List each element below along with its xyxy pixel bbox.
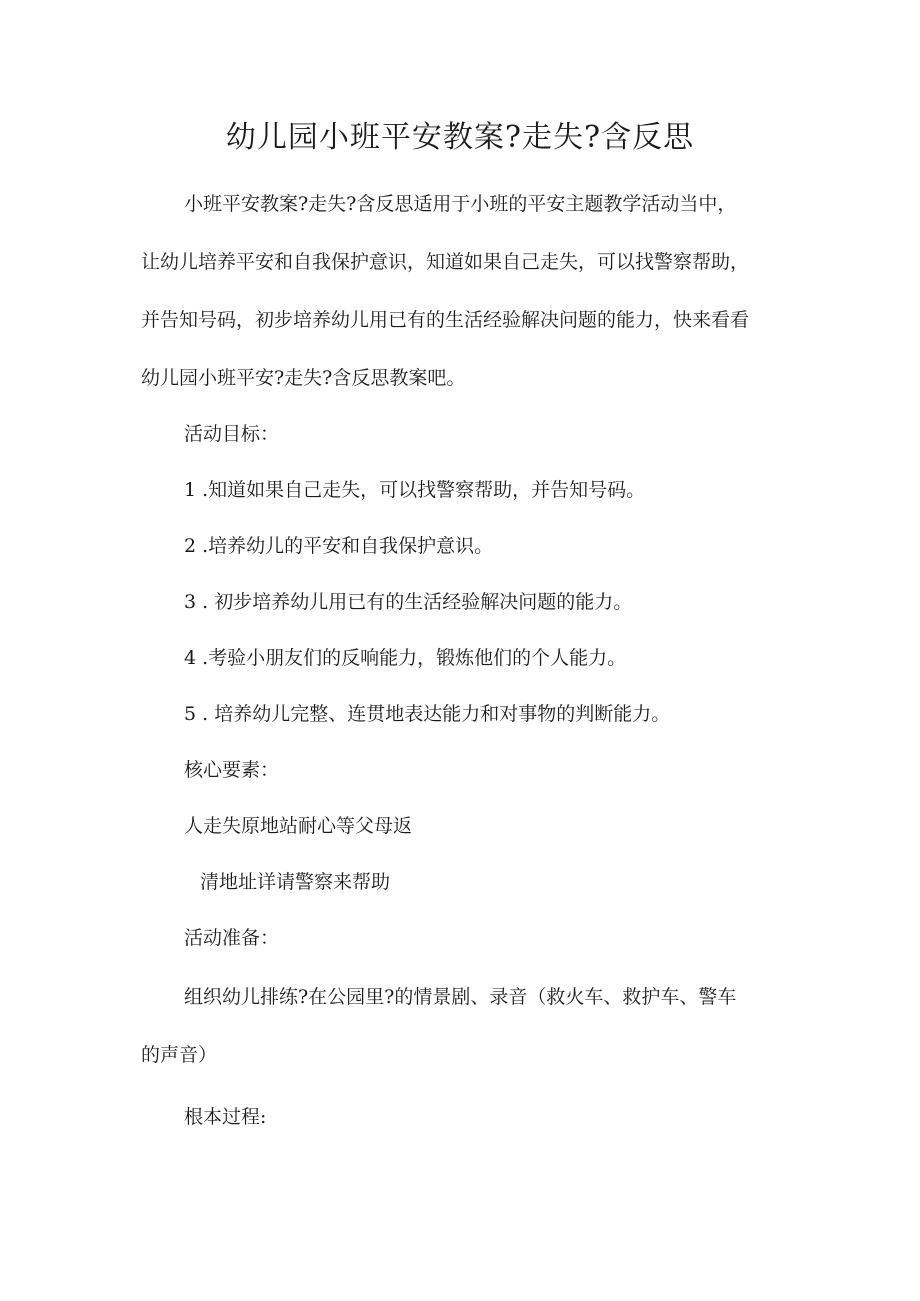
goal-item-1: 1 .知道如果自己走失，可以找警察帮助，并告知号码。 <box>184 479 646 501</box>
goal-item-3: 3 . 初步培养幼儿用已有的生活经验解决问题的能力。 <box>184 591 633 613</box>
core-heading: 核心要素： <box>184 759 280 781</box>
goal-item-4: 4 .考验小朋友们的反响能力，锻炼他们的个人能力。 <box>184 647 627 669</box>
core-line-1: 人走失原地站耐心等父母返 <box>184 815 413 837</box>
process-heading: 根本过程: <box>184 1106 267 1128</box>
goal-item-2: 2 .培养幼儿的平安和自我保护意识。 <box>184 535 494 557</box>
intro-line-1: 小班平安教案?走失?含反思适用于小班的平安主题教学活动当中， <box>184 193 737 215</box>
document-title: 幼儿园小班平安教案?走失?含反思 <box>225 120 695 155</box>
prep-line-2: 的声音） <box>141 1044 218 1066</box>
intro-line-4: 幼儿园小班平安?走失?含反思教案吧。 <box>141 367 466 389</box>
goals-heading: 活动目标： <box>184 423 280 445</box>
intro-line-3: 并告知号码，初步培养幼儿用已有的生活经验解决问题的能力，快来看看 <box>141 309 750 331</box>
prep-heading: 活动准备： <box>184 927 280 949</box>
goal-item-5: 5 . 培养幼儿完整、连贯地表达能力和对事物的判断能力。 <box>184 703 671 725</box>
core-line-2: 清地址详请警察来帮助 <box>200 871 391 893</box>
prep-line-1: 组织幼儿排练?在公园里?的情景剧、录音（救火车、救护车、警车 <box>184 986 737 1008</box>
intro-line-2: 让幼儿培养平安和自我保护意识，知道如果自己走失，可以找警察帮助， <box>141 251 750 273</box>
